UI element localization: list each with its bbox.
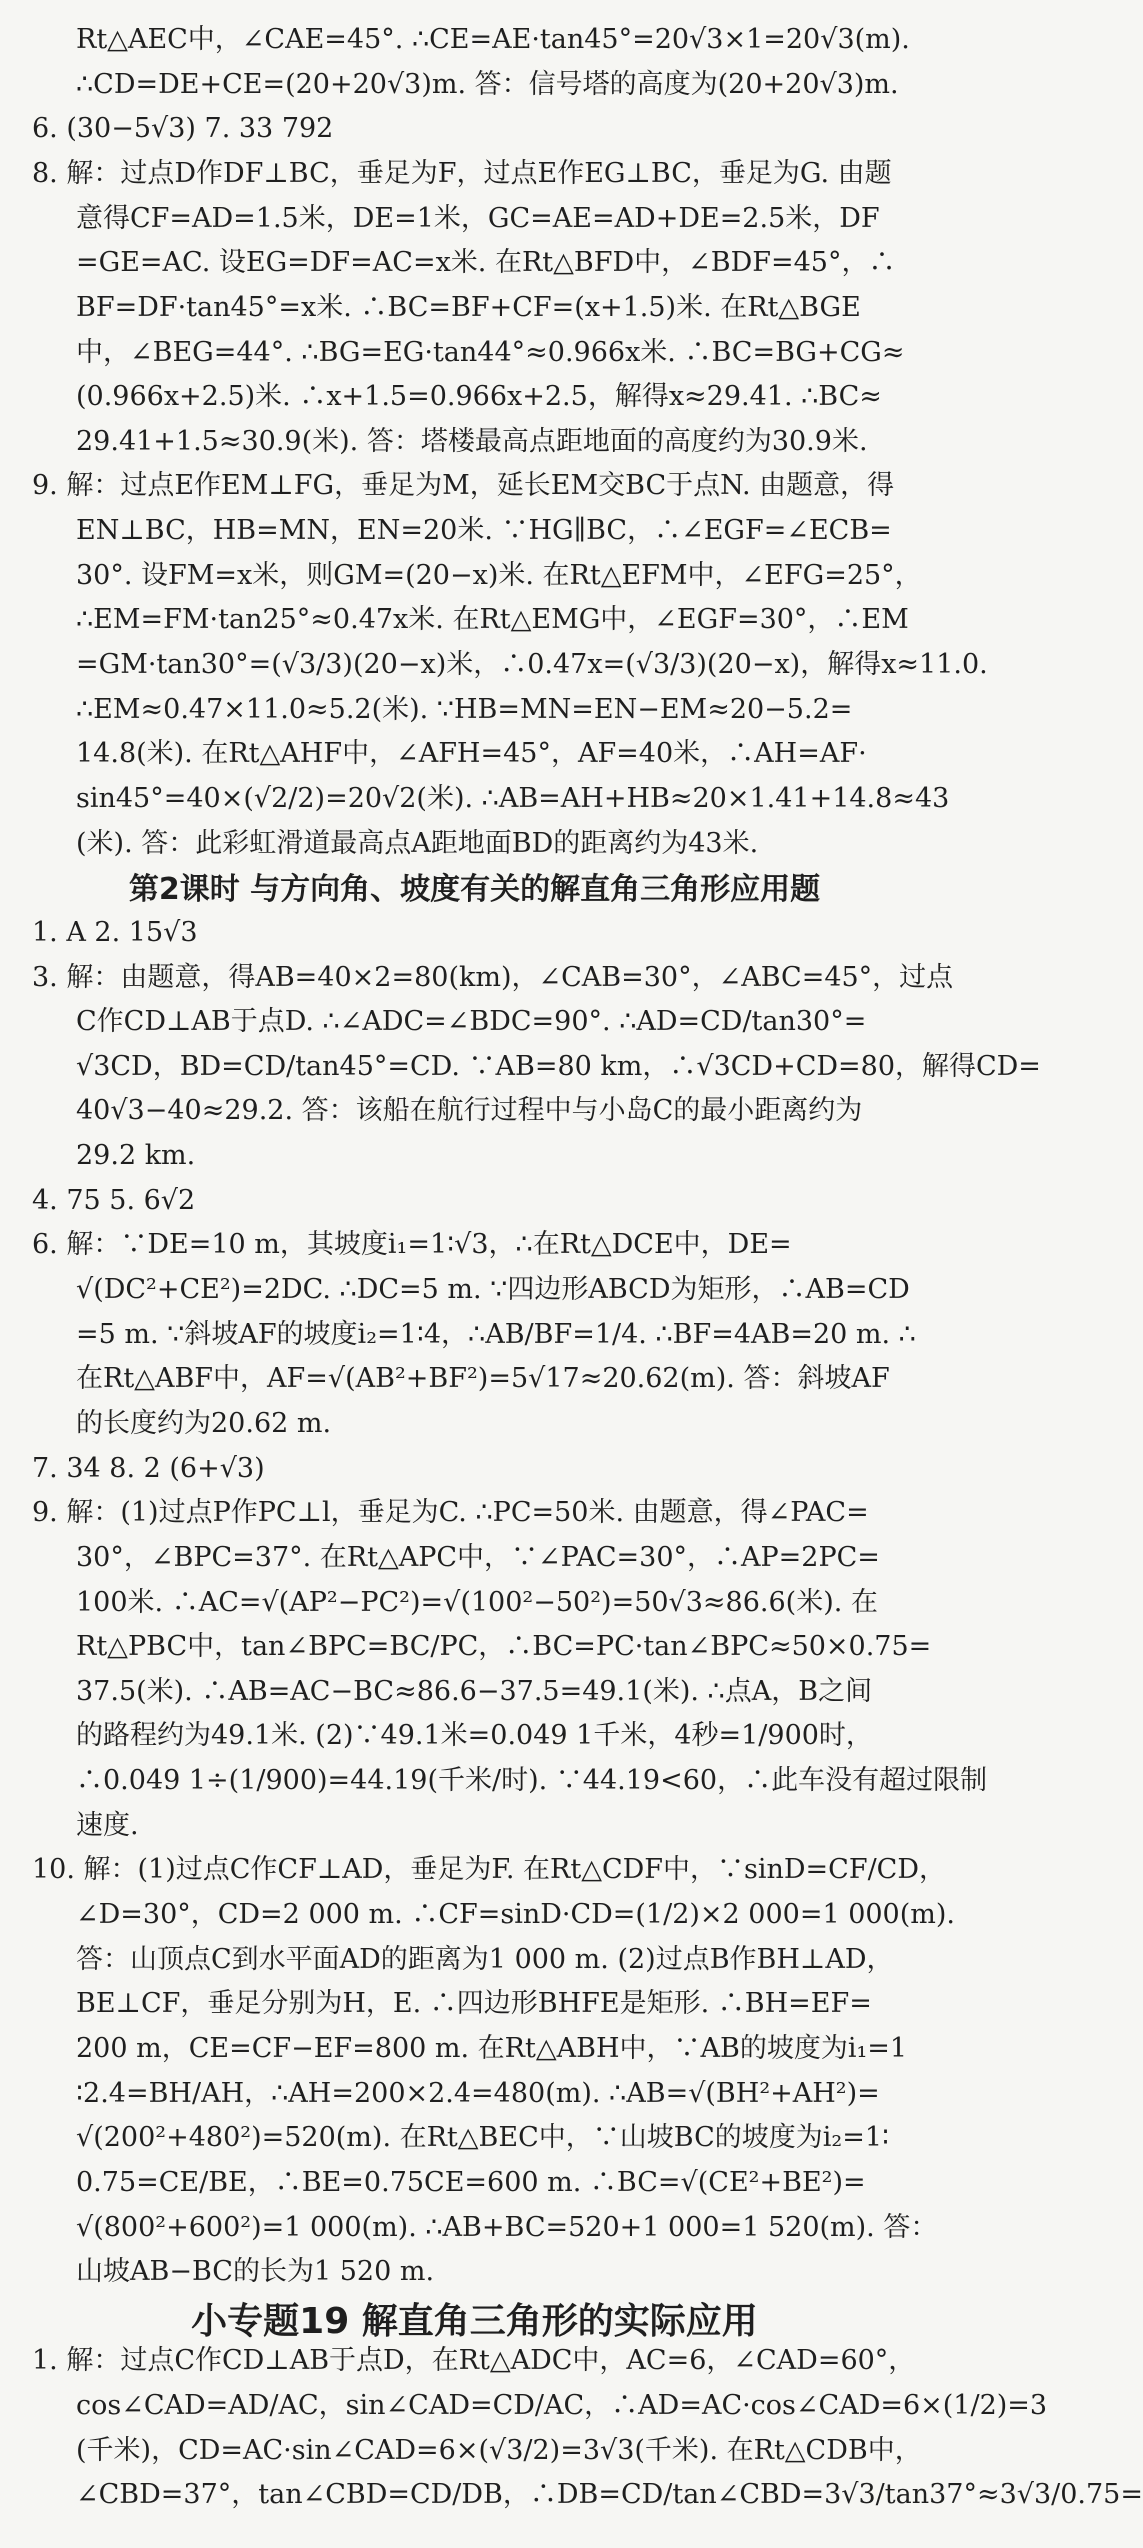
text-line: 100米. ∴AC=√(AP²−PC²)=√(100²−50²)=50√3≈86.6(米). 在	[76, 1587, 878, 1618]
text-line: Rt△PBC中，tan∠BPC=BC/PC，∴BC=PC·tan∠BPC≈50×0.75=	[76, 1631, 932, 1662]
text-line: 37.5(米). ∴AB=AC−BC≈86.6−37.5=49.1(米). ∴点A，B之间	[76, 1676, 873, 1707]
text-line: 3. 解：由题意，得AB=40×2=80(km)，∠CAB=30°，∠ABC=45°，过点	[32, 962, 954, 993]
text-line: √(200²+480²)=520(m). 在Rt△BEC中，∵山坡BC的坡度为i₂=1∶	[76, 2122, 890, 2153]
section-heading: 第2课时 与方向角、坡度有关的解直角三角形应用题	[128, 872, 821, 907]
text-line: 在Rt△ABF中，AF=√(AB²+BF²)=5√17≈20.62(m). 答：斜坡AF	[76, 1363, 890, 1394]
section-heading: 小专题19 解直角三角形的实际应用	[191, 2301, 758, 2342]
text-line: 的路程约为49.1米. (2)∵49.1米=0.049 1千米，4秒=1/900时，	[76, 1720, 873, 1751]
text-line: 7. 34 8. 2 (6+√3)	[32, 1453, 265, 1484]
text-line: EN⊥BC，HB=MN，EN=20米. ∵HG∥BC，∴∠EGF=∠ECB=	[76, 515, 892, 546]
text-line: 40√3−40≈29.2. 答：该船在航行过程中与小岛C的最小距离约为	[76, 1095, 863, 1126]
text-line: ∴CD=DE+CE=(20+20√3)m. 答：信号塔的高度为(20+20√3)m.	[76, 69, 899, 100]
text-line: cos∠CAD=AD/AC，sin∠CAD=CD/AC，∴AD=AC·cos∠CAD=6×(1/2)=3	[76, 2390, 1048, 2421]
text-line: ∴EM=FM·tan25°≈0.47x米. 在Rt△EMG中，∠EGF=30°，∴EM	[76, 604, 909, 635]
text-line: 4. 75 5. 6√2	[32, 1185, 196, 1216]
text-line: 9. 解：过点E作EM⊥FG，垂足为M，延长EM交BC于点N. 由题意，得	[32, 470, 895, 501]
text-line: 山坡AB−BC的长为1 520 m.	[76, 2256, 435, 2287]
text-line: 9. 解：(1)过点P作PC⊥l，垂足为C. ∴PC=50米. 由题意，得∠PAC=	[32, 1497, 869, 1528]
text-line: (米). 答：此彩虹滑道最高点A距地面BD的距离约为43米.	[76, 828, 759, 859]
text-line: 的长度约为20.62 m.	[76, 1408, 332, 1439]
text-line: 29.2 km.	[76, 1140, 196, 1171]
text-line: √3CD，BD=CD/tan45°=CD. ∵AB=80 km，∴√3CD+CD=80，解得CD=	[76, 1051, 1041, 1082]
text-line: =GE=AC. 设EG=DF=AC=x米. 在Rt△BFD中，∠BDF=45°，∴	[76, 247, 896, 278]
text-line: 200 m，CE=CF−EF=800 m. 在Rt△ABH中，∵AB的坡度为i₁=1	[76, 2033, 908, 2064]
text-line: 29.41+1.5≈30.9(米). 答：塔楼最高点距地面的高度约为30.9米.	[76, 426, 868, 457]
text-line: 6. 解：∵DE=10 m，其坡度i₁=1∶√3，∴在Rt△DCE中，DE=	[32, 1229, 792, 1260]
text-line: ∠CBD=37°，tan∠CBD=CD/DB，∴DB=CD/tan∠CBD=3√3/tan37°≈3√3/0.75=	[76, 2479, 1143, 2510]
text-line: 1. 解：过点C作CD⊥AB于点D，在Rt△ADC中，AC=6，∠CAD=60°，	[32, 2345, 916, 2376]
text-line: =5 m. ∵斜坡AF的坡度i₂=1∶4，∴AB/BF=1/4. ∴BF=4AB=20 m. ∴	[76, 1319, 916, 1350]
text-line: √(800²+600²)=1 000(m). ∴AB+BC=520+1 000=1 520(m). 答：	[76, 2212, 938, 2243]
text-line: 中，∠BEG=44°. ∴BG=EG·tan44°≈0.966x米. ∴BC=BG+CG≈	[76, 337, 905, 368]
text-line: ∶2.4=BH/AH，∴AH=200×2.4=480(m). ∴AB=√(BH²+AH²)=	[76, 2078, 880, 2109]
text-line: 8. 解：过点D作DF⊥BC，垂足为F，过点E作EG⊥BC，垂足为G. 由题	[32, 158, 892, 189]
text-line: ∴0.049 1÷(1/900)=44.19(千米/时). ∵44.19<60，∴此车没有超过限制	[76, 1765, 988, 1796]
text-line: 0.75=CE/BE，∴BE=0.75CE=600 m. ∴BC=√(CE²+BE²)=	[76, 2167, 866, 2198]
text-line: 10. 解：(1)过点C作CF⊥AD，垂足为F. 在Rt△CDF中，∵sinD=CF/CD，	[32, 1854, 946, 1885]
text-line: 速度.	[76, 1810, 139, 1841]
text-line: (0.966x+2.5)米. ∴x+1.5=0.966x+2.5，解得x≈29.41. ∴BC≈	[76, 381, 882, 412]
text-line: Rt△AEC中，∠CAE=45°. ∴CE=AE·tan45°=20√3×1=20√3(m).	[76, 24, 910, 55]
text-line: 6. (30−5√3) 7. 33 792	[32, 113, 334, 144]
text-line: 意得CF=AD=1.5米，DE=1米，GC=AE=AD+DE=2.5米，DF	[76, 203, 880, 234]
text-line: =GM·tan30°=(√3/3)(20−x)米，∴0.47x=(√3/3)(20−x)，解得x≈11.0.	[76, 649, 988, 680]
text-line: 答：山顶点C到水平面AD的距离为1 000 m. (2)过点B作BH⊥AD，	[76, 1944, 894, 1975]
text-line: (千米)，CD=AC·sin∠CAD=6×(√3/2)=3√3(千米). 在Rt△CDB中，	[76, 2435, 922, 2466]
text-line: BF=DF·tan45°=x米. ∴BC=BF+CF=(x+1.5)米. 在Rt△BGE	[76, 292, 861, 323]
text-line: √(DC²+CE²)=2DC. ∴DC=5 m. ∵四边形ABCD为矩形，∴AB=CD	[76, 1274, 910, 1305]
text-line: sin45°=40×(√2/2)=20√2(米). ∴AB=AH+HB≈20×1.41+14.8≈43	[76, 783, 950, 814]
text-line: ∴EM≈0.47×11.0≈5.2(米). ∵HB=MN=EN−EM≈20−5.2=	[76, 694, 853, 725]
text-line: 30°，∠BPC=37°. 在Rt△APC中，∵∠PAC=30°，∴AP=2PC=	[76, 1542, 880, 1573]
text-line: 30°. 设FM=x米，则GM=(20−x)米. 在Rt△EFM中，∠EFG=25°，	[76, 560, 922, 591]
text-line: 1. A 2. 15√3	[32, 917, 198, 948]
text-line: ∠D=30°，CD=2 000 m. ∴CF=sinD·CD=(1/2)×2 000=1 000(m).	[76, 1899, 955, 1930]
text-line: BE⊥CF，垂足分别为H，E. ∴四边形BHFE是矩形. ∴BH=EF=	[76, 1988, 872, 2019]
text-line: 14.8(米). 在Rt△AHF中，∠AFH=45°，AF=40米，∴AH=AF·	[76, 738, 867, 769]
text-line: C作CD⊥AB于点D. ∴∠ADC=∠BDC=90°. ∴AD=CD/tan30°=	[76, 1006, 867, 1037]
